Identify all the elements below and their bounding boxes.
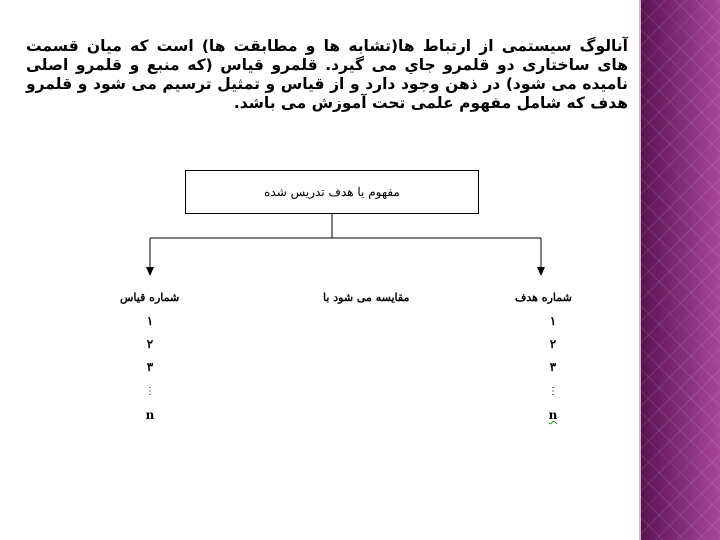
analogy-paragraph: آنالوگ سیستمی از ارتباط ها(تشابه ها و مطابقت ها) است که میان قسمت های ساختاری دو قلمرو جاي می گیرد. قلمرو قیاس (که منبع و قلمرو اصلی نامیده می شود) در ذهن وجود دارد و از قیاس و تمثیل ترسیم می شود و قلمرو هدف که شامل مفهوم علمی تحت آموزش می باشد. — [26, 37, 628, 112]
target-item-2: ۲ — [549, 337, 557, 351]
left-arrow-icon — [146, 267, 154, 276]
right-arrow-icon — [537, 267, 545, 276]
target-item-n: n — [548, 408, 558, 422]
target-item-3: ۳ — [549, 360, 557, 374]
target-item-ellipsis: ⋮ — [548, 386, 558, 397]
decorative-sidebar — [641, 0, 720, 540]
target-item-1: ۱ — [549, 314, 557, 328]
analogy-column-header: شماره قیاس — [120, 291, 180, 304]
concept-box-label: مفهوم یا هدف تدریس شده — [264, 185, 400, 199]
analogy-item-3: ۳ — [146, 360, 154, 374]
target-column-header: شماره هدف — [515, 291, 572, 304]
analogy-item-2: ۲ — [146, 337, 154, 351]
analogy-item-ellipsis: ⋮ — [145, 386, 155, 397]
analogy-item-n: n — [145, 408, 155, 422]
analogy-item-1: ۱ — [146, 314, 154, 328]
compare-label: مقایسه می شود با — [323, 291, 410, 304]
